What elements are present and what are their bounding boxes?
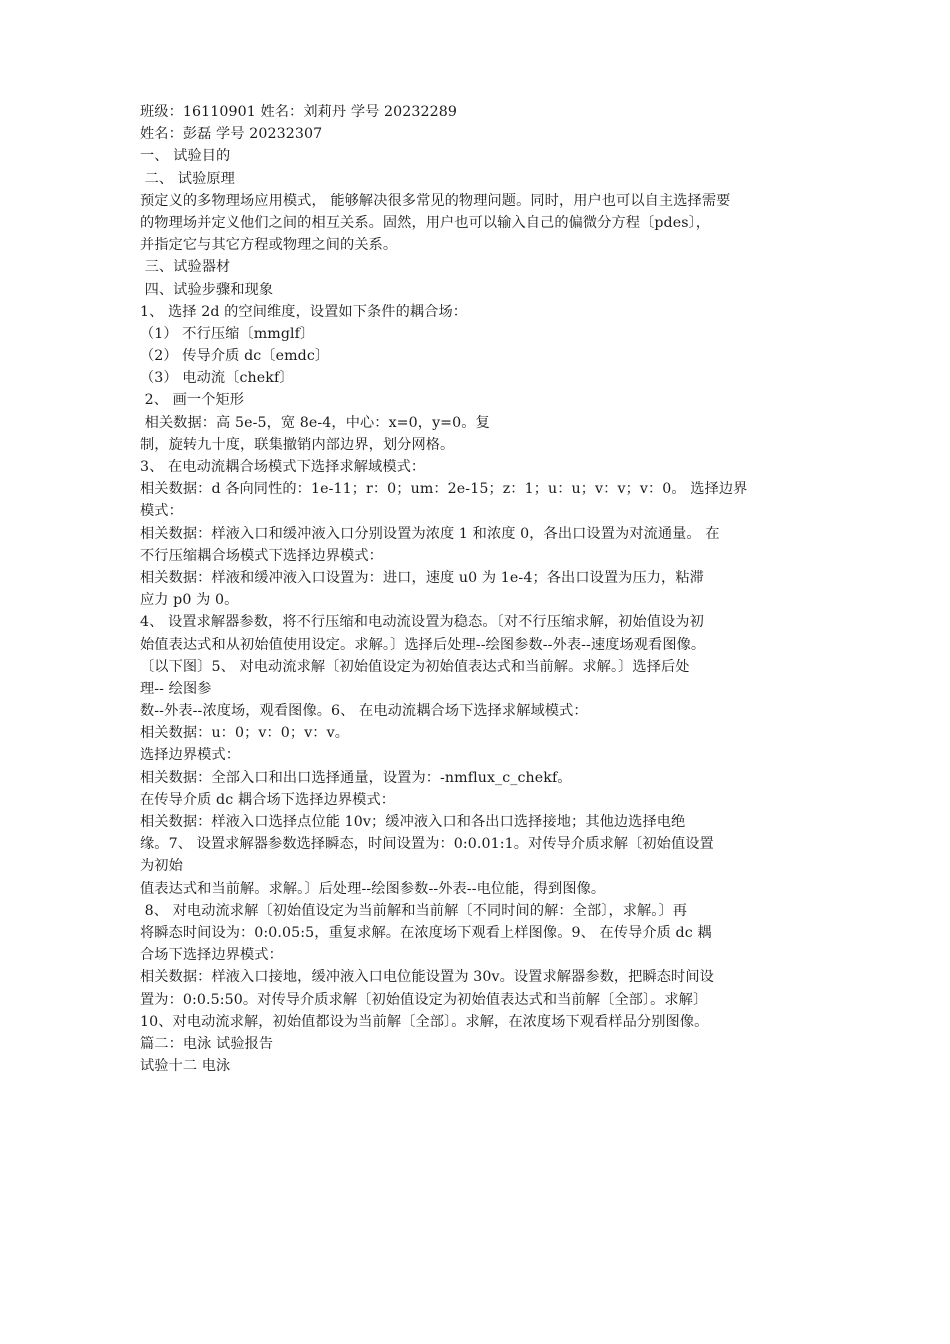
list-item: （2） 传导介质 dc〔emdc〕 bbox=[140, 348, 330, 365]
text-line: 值表达式和当前解。求解。〕后处理--绘图参数--外表--电位能，得到图像。 bbox=[140, 880, 606, 897]
text-line: 并指定它与其它方程或物理之间的关系。 bbox=[140, 237, 398, 254]
text-line: 相关数据：u：0；v：0；v：v。 bbox=[140, 725, 349, 742]
list-item: （1） 不行压缩〔mmglf〕 bbox=[140, 325, 315, 342]
text-line: 制，旋转九十度，联集撤销内部边界，划分网格。 bbox=[140, 436, 455, 453]
text-line: 相关数据：样液入口和缓冲液入口分别设置为浓度 1 和浓度 0，各出口设置为对流通量。 在 bbox=[140, 525, 720, 542]
section-heading-equipment: 三、试验器材 bbox=[140, 259, 231, 276]
text-line: 相关数据：样液入口选择点位能 10v；缓冲液入口和各出口选择接地；其他边选择电绝 bbox=[140, 814, 686, 830]
document-body bbox=[140, 101, 816, 1077]
text-line: 理-- 绘图参 bbox=[140, 680, 212, 697]
text-line: 始值表达式和从初始值使用设定。求解。〕选择后处理--绘图参数--外表--速度场观看图像。 bbox=[140, 636, 706, 653]
text-line: 合场下选择边界模式： bbox=[140, 947, 283, 964]
text-line: 数--外表--浓度场，观看图像。6、 在电动流耦合场下选择求解域模式： bbox=[140, 703, 588, 720]
text-line: 3、 在电动流耦合场模式下选择求解域模式： bbox=[140, 459, 426, 475]
text-line-class-info: 班级：16110901 姓名：刘莉丹 学号 20232289 bbox=[140, 104, 458, 120]
list-item: （3） 电动流〔chekf〕 bbox=[140, 370, 294, 387]
section-heading-steps: 四、试验步骤和现象 bbox=[140, 281, 274, 298]
text-line: 选择边界模式： bbox=[140, 747, 241, 764]
text-line: 8、 对电动流求解〔初始值设定为当前解和当前解〔不同时间的解：全部〕，求解。〕再 bbox=[140, 902, 688, 919]
text-line: 4、 设置求解器参数，将不行压缩和电动流设置为稳态。〔对不行压缩求解，初始值设为初 bbox=[140, 614, 704, 631]
text-line: 将瞬态时间设为：0:0.05:5，重复求解。在浓度场下观看上样图像。9、 在传导介质 dc 耦 bbox=[140, 924, 712, 941]
text-line: 不行压缩耦合场模式下选择边界模式： bbox=[140, 547, 383, 564]
text-line: 相关数据：高 5e-5，宽 8e-4，中心：x=0，y=0。复 bbox=[140, 414, 490, 431]
section-heading-purpose: 一、 试验目的 bbox=[140, 148, 231, 165]
text-line: 相关数据：d 各向同性的：1e-11；r：0；um：2e-15；z：1；u：u；v：v；v：0。 选择边界 bbox=[140, 481, 748, 498]
text-line: 模式： bbox=[140, 503, 183, 520]
text-line: 应力 p0 为 0。 bbox=[140, 592, 239, 609]
text-line: 2、 画一个矩形 bbox=[140, 392, 245, 409]
text-line: 相关数据：样液和缓冲液入口设置为：进口，速度 u0 为 1e-4；各出口设置为压力，粘滞 bbox=[140, 569, 704, 586]
text-line: 在传导介质 dc 耦合场下选择边界模式： bbox=[140, 791, 396, 808]
part-heading: 篇二：电泳 试验报告 bbox=[140, 1035, 274, 1052]
text-line: 相关数据：全部入口和出口选择通量，设置为：-nmflux_c_chekf。 bbox=[140, 769, 572, 786]
text-line-name-info: 姓名：彭磊 学号 20232307 bbox=[140, 126, 323, 143]
text-line: 置为：0:0.5:50。对传导介质求解〔初始值设定为初始值表达式和当前解〔全部〕。求解〕 bbox=[140, 991, 708, 1008]
text-line: 〔以下图〕5、 对电动流求解〔初始值设定为初始值表达式和当前解。求解。〕选择后处 bbox=[140, 658, 690, 675]
text-line: 为初始 bbox=[140, 858, 183, 875]
section-heading-principle: 二、 试验原理 bbox=[140, 170, 235, 187]
experiment-title: 试验十二 电泳 bbox=[140, 1058, 231, 1075]
text-line: 1、 选择 2d 的空间维度，设置如下条件的耦合场： bbox=[140, 303, 468, 320]
text-line: 预定义的多物理场应用模式， 能够解决很多常见的物理问题。同时，用户也可以自主选择需要 bbox=[140, 192, 731, 209]
text-line: 相关数据：样液入口接地，缓冲液入口电位能设置为 30v。设置求解器参数，把瞬态时间设 bbox=[140, 969, 714, 986]
text-line: 缘。7、 设置求解器参数选择瞬态，时间设置为：0:0.01:1。对传导介质求解〔初始值设置 bbox=[140, 836, 714, 853]
text-line: 的物理场并定义他们之间的相互关系。固然，用户也可以输入自己的偏微分方程〔pdes〕， bbox=[140, 214, 711, 231]
text-line: 10、对电动流求解，初始值都设为当前解〔全部〕。求解，在浓度场下观看样品分别图像。 bbox=[140, 1013, 709, 1030]
